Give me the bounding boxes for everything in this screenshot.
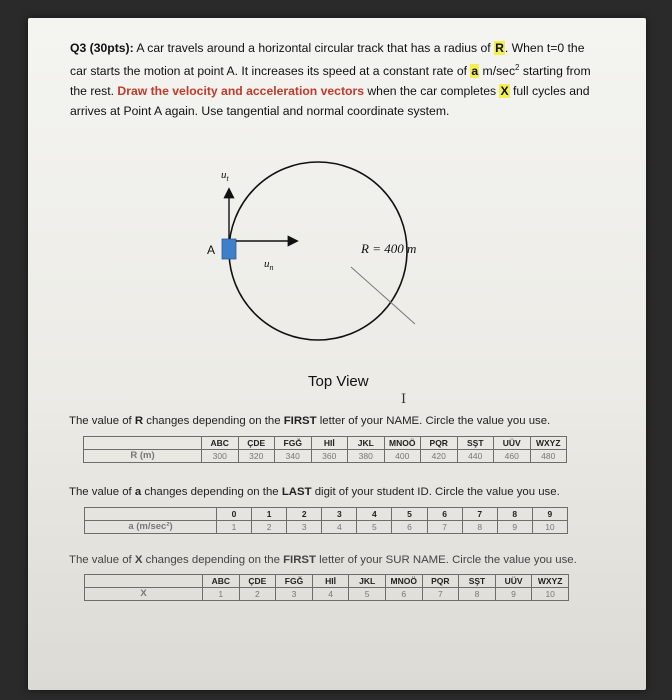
table-cell: 340 [275, 450, 312, 463]
table-cell: SŞT [459, 575, 496, 588]
x-value-table [84, 574, 569, 601]
table-cell: 10 [532, 521, 567, 534]
table-cell: PQR [421, 437, 458, 450]
table-cell: ABC [203, 575, 240, 588]
table-cell: WXYZ [532, 575, 569, 588]
table-cell: 10 [532, 588, 569, 601]
table-cell: PQR [422, 575, 459, 588]
table-cell: 7 [427, 521, 462, 534]
table-cell: 440 [457, 450, 494, 463]
instruction-x: The value of X changes depending on the FIRST letter of your SUR NAME. Circle the value you use. [69, 554, 577, 566]
radius-line [351, 267, 415, 324]
table-cell: 300 [202, 450, 239, 463]
table-row-label: a (m/sec²) [85, 521, 217, 534]
radius-label: R = 400 m [361, 241, 417, 256]
table-cell: 4 [357, 508, 392, 521]
table-cell: 400 [384, 450, 421, 463]
table-cell: 1 [252, 508, 287, 521]
table-cell: 4 [322, 521, 357, 534]
table-cell: 360 [311, 450, 348, 463]
table-cell: 8 [459, 588, 496, 601]
un-label: $u_n$ [264, 258, 274, 272]
table-cell: 8 [462, 521, 497, 534]
table-cell: 1 [203, 588, 240, 601]
table-cell: 380 [348, 450, 385, 463]
top-view-caption: Top View [308, 373, 369, 390]
table-cell: 9 [497, 521, 532, 534]
table-cell: 9 [495, 588, 532, 601]
table-cell: 1 [217, 521, 252, 534]
table-cell: ABC [202, 437, 239, 450]
table-cell: ÇDE [238, 437, 275, 450]
radius-symbol: R [495, 41, 504, 55]
table-cell: 0 [217, 508, 252, 521]
table-cell: 480 [530, 450, 567, 463]
question-label: Q3 (30pts): [70, 41, 134, 55]
table-cell: 4 [312, 588, 349, 601]
instruction-a: The value of a changes depending on the LAST digit of your student ID. Circle the value you use. [69, 486, 560, 498]
instruction-r: The value of R changes depending on the FIRST letter of your NAME. Circle the value you use. [69, 415, 551, 427]
a-value-table [84, 507, 568, 534]
table-cell: 2 [287, 508, 322, 521]
table-cell: 6 [392, 521, 427, 534]
car-icon [222, 239, 236, 259]
table-cell: 2 [252, 521, 287, 534]
table-cell: JKL [349, 575, 386, 588]
table-cell: 3 [276, 588, 313, 601]
table-cell: 8 [497, 508, 532, 521]
table-cell: 320 [238, 450, 275, 463]
table-cell: 5 [392, 508, 427, 521]
ut-label: $u_t$ [221, 169, 229, 183]
table-cell: HIİ [311, 437, 348, 450]
table-cell: 6 [427, 508, 462, 521]
table-cell: SŞT [457, 437, 494, 450]
table-cell: UÜV [494, 437, 531, 450]
table-cell: FGĞ [275, 437, 312, 450]
point-a-label: A [207, 243, 216, 257]
table-cell: UÜV [495, 575, 532, 588]
draw-instruction: Draw the velocity and acceleration vectors [117, 84, 364, 99]
table-cell: 3 [322, 508, 357, 521]
table-cell: ÇDE [239, 575, 276, 588]
table-cell: 9 [532, 508, 567, 521]
table-cell: 5 [349, 588, 386, 601]
track-diagram [28, 18, 646, 418]
worksheet-page [28, 18, 646, 690]
cycles-symbol: X [500, 84, 509, 99]
table-cell: FGĞ [276, 575, 313, 588]
table-cell: HIİ [312, 575, 349, 588]
table-row-label: X [85, 588, 203, 601]
table-cell: 6 [385, 588, 422, 601]
table-row-label: R (m) [84, 450, 202, 463]
table-cell: MNOÖ [384, 437, 421, 450]
table-cell: 3 [287, 521, 322, 534]
table-cell: MNOÖ [385, 575, 422, 588]
question-text: Q3 (30pts): A car travels around a horizontal circular track that has a radius of R. When t=0 the car starts the motion at point A. It increases its speed at a constant rate of a $m/\sec^2$ starting from the rest. Draw the velocity and acceleration vectors when the car completes X full cycles and arrives at Point A again. Use tangential and normal coordinate system. [70, 41, 591, 119]
table-cell: 420 [421, 450, 458, 463]
table-cell: 5 [357, 521, 392, 534]
table-cell: JKL [348, 437, 385, 450]
table-cell: 7 [422, 588, 459, 601]
table-cell: 2 [239, 588, 276, 601]
table-cell: 460 [494, 450, 531, 463]
table-cell: WXYZ [530, 437, 567, 450]
acceleration-symbol: a [471, 64, 479, 79]
r-value-table [83, 436, 567, 463]
text-cursor-icon: I [401, 392, 407, 407]
table-cell: 7 [462, 508, 497, 521]
